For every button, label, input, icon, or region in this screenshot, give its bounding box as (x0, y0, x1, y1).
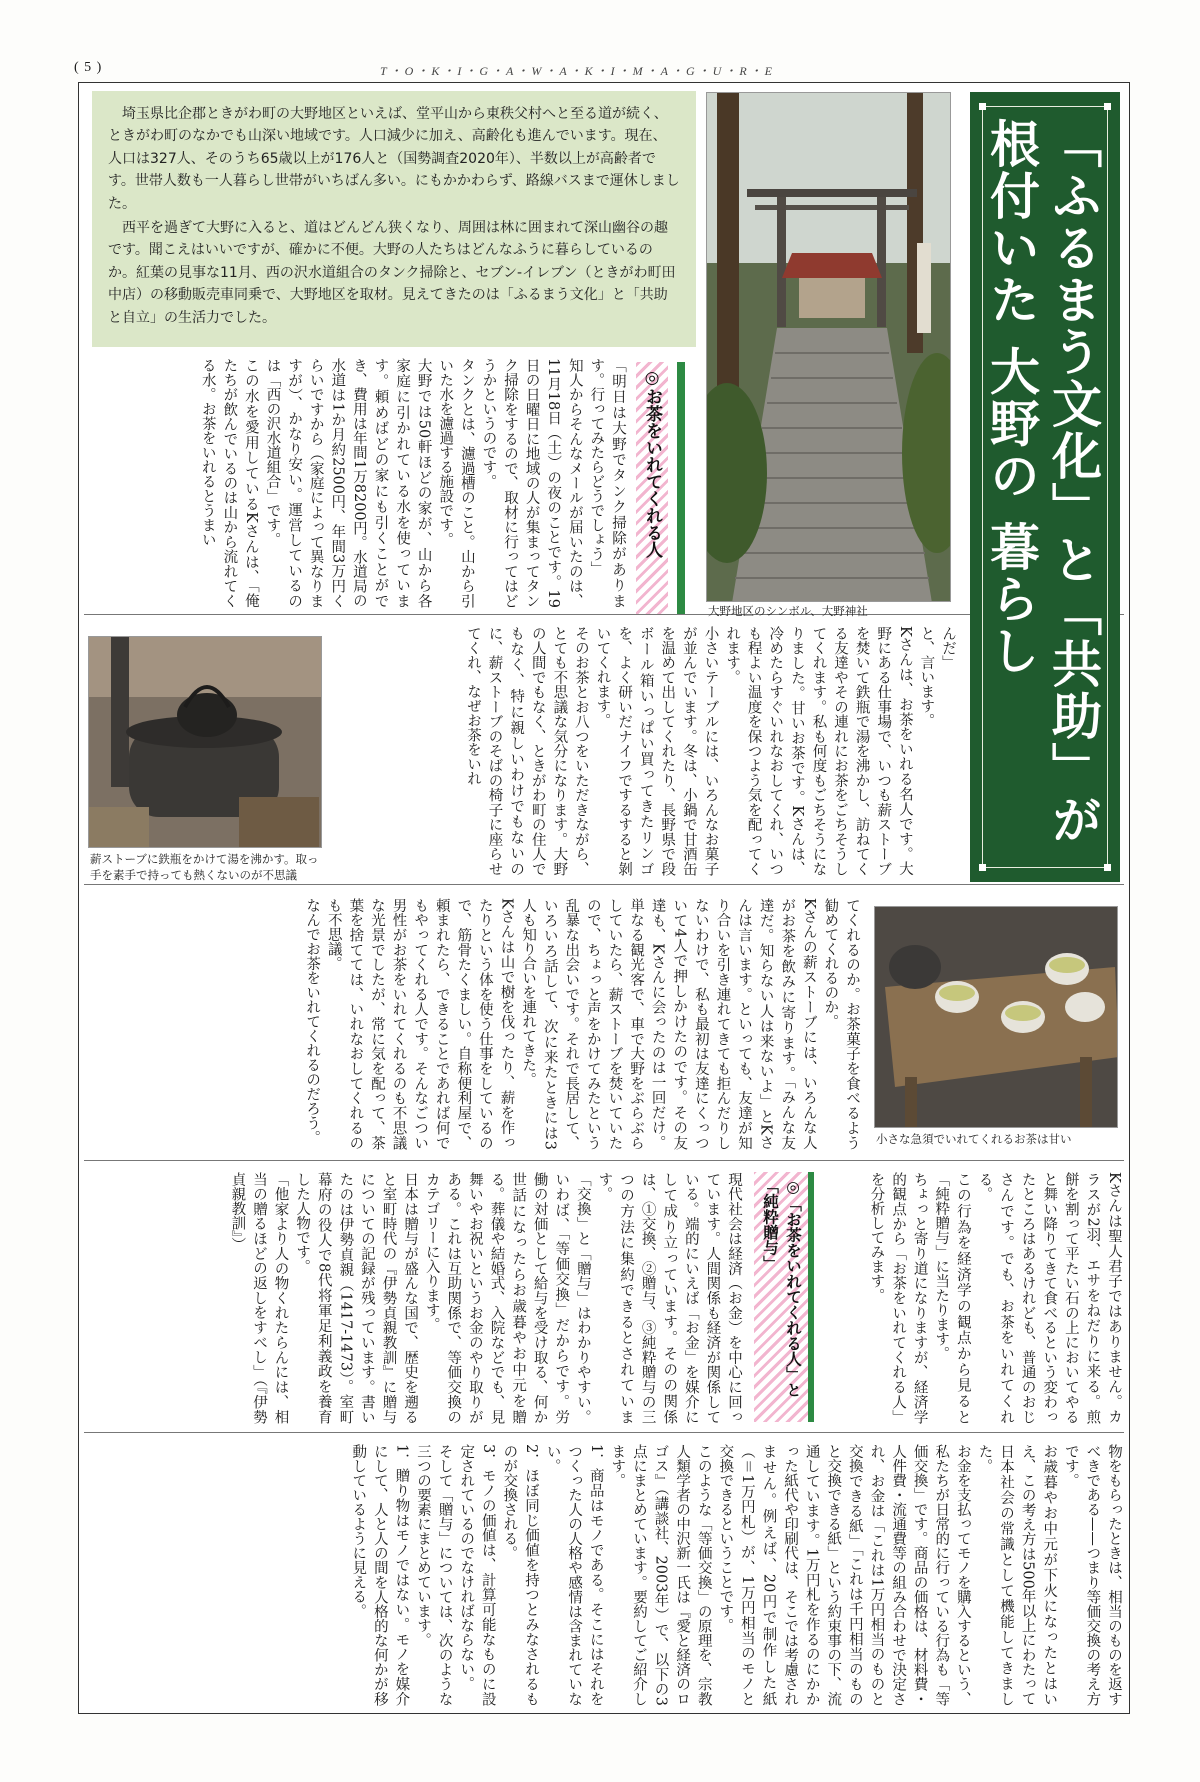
shrine-photo (706, 92, 951, 602)
row-divider-1 (84, 614, 1124, 615)
row-divider-2 (84, 884, 1124, 885)
heading-2: ◎「お茶をいれてくれる人」と「純粋贈与」 (754, 1172, 808, 1422)
title-corner-tr (1104, 103, 1111, 110)
title-box (970, 92, 1120, 882)
heading-1: ◎お茶をいれてくれる人 (636, 362, 668, 614)
title-corner-bl (979, 864, 986, 871)
intro-box (92, 91, 696, 347)
masthead: T・O・K・I・G・A・W・A・K・I・M・A・G・U・R・E (380, 64, 775, 78)
tea-illustration (875, 907, 1118, 1128)
stove-caption: 薪ストーブに鉄瓶をかけて湯を沸かす。取っ手を素手で持っても熱くないのが不思議 (90, 852, 319, 882)
title-corner-tl (979, 103, 986, 110)
stove-photo (88, 636, 322, 848)
column-6: 物をもらったときは、相当のものを返すべきである——つまり等価交換の考え方です。 お歳暮やお中元が下火になったとはいえ、この考え方は500年以上にわたって日本社会の常識として機能してきました。 お金を支払ってモノを購入するという、私たちが日常的に行っている行為も「等価交換」です。商品の価格は、材料費・人件費・流通費等の組み合わせで決定され、お金は「これは1万円相当のものと交換できる紙」「これは千円相当のものと交換できる紙」という約束事の下、流通しています。1万円札を作るのにかかった紙代や印刷代は、そこでは考慮されません。例えば、20円で制作した紙（＝1万円札）が、1万円相当のモノと交換できるということです。 このような「等価交換」の原理を、宗教人類学者の中沢新一氏は『愛と経済のロゴス』（講談社、2003年）で、以下の3点にまとめています。要約してご紹介します。 1．商品はモノである。そこにはそれをつくった人の人格や感情は含まれていない。 2．ほぼ同じ価値を持つとみなされるものが交換される。 3．モノの価値は、計算可能なものに設定されているのでなければならない。 そして「贈与」については、次のような三つの要素にまとめています。 1．贈り物はモノではない。モノを媒介にして、人と人の間を人格的な何かが移動しているように見える。 (350, 1444, 1122, 1706)
stove-illustration (89, 637, 322, 848)
column-5: 現代社会は経済（お金）を中心に回っています。人間関係も経済が関係している。端的にいえば「お金」を媒介にして成り立っています。そのの関係は、①交換、②贈与、③純粋贈与の三つの方法に集約できるとされています。 「交換」と「贈与」はわかりやすい。いわば、「等価交換」だからです。労働の対価として給与を受け取る、何か世話になったらお歳暮やお中元を贈る。葬儀や結婚式、入院などでも、見舞いやお祝いというお金のやり取りがある。これは互助関係で、等価交換のカテゴリーに入ります。 日本は贈与が盛んな国で、歴史を遡ると室町時代の『伊勢貞親教訓』に贈与についての記録が残っています。書いたのは伊勢貞親（1417‐1473）。室町幕府の役人で8代将軍足利義政を養育した人物です。 「他家より人の物くれたらんには、相当の贈るほどの返しをすべし」（『伊勢貞親教訓』） (229, 1172, 742, 1424)
article-title: 「ふるまう文化」と「共助」が根付いた 大野の 暮らし (982, 118, 1103, 846)
column-3: てくれるのか。お茶菓子を食べるよう勧めてくれるのか。 Kさんの薪ストーブには、いろんな人がお茶を飲みに寄ります。「みんな友達だ。知らない人は来ないよ」とKさんは言います。といっても、友達が知り合いを引き連れてきても拒んだりしないわけで、私も最初は友達にくっついて4人で押しかけたのです。その友達も、Kさんに会ったのは一回だけ。単なる観光客で、車で大野をぶらぶらしていたら、薪ストーブを焚いていたので、ちょっと声をかけてみたという乱暴な出会いです。それで長居して、いろいろ話して、次に来たときには3人も知り合いを連れてきた。 Kさんは山で樹を伐ったり、薪を作ったりという体を使う仕事をしているので、筋骨たくましい。自称便利屋で、頼まれたら、できることであれば何でもやってくれる人です。そんなごつい男性がお茶をいれてくれるのも不思議な光景でしたが、常に気を配って、茶葉を捨てては、いれなおしてくれるのも不思議。 なんでお茶をいれてくれるのだろう。 (304, 898, 860, 1150)
shrine-illustration (707, 93, 951, 602)
title-corner-br (1104, 864, 1111, 871)
shrine-caption: 大野地区のシンボル、大野神社 (708, 604, 868, 618)
tea-caption: 小さな急須でいれてくれるお茶は甘い (876, 1132, 1072, 1146)
column-1: 「明日は大野でタンク掃除があります。行ってみたらどうでしょう」 知人からそんなメールが届いたのは、11月18日（土）の夜のことです。19日の日曜日に地域の人が集まってタンク掃除をするので、取材に行ってはどうかというのです。 タンクとは、濾過槽のこと。山から引いた水を濾過する施設です。 大野では50軒ほどの家が、山から各家庭に引かれている水を使っています。頼めばどの家にも引くことができ、費用は年間1万8200円。水道局の水道は1か月約2500円、年間3万円くらいですから（家庭によって異なりますが）、かなり安い。運営しているのは「西の沢水道組合」です。 この水を愛用しているKさんは、「俺たちが飲んでいるのは山から流れてくる水。お茶をいれるとうまい (199, 358, 626, 608)
heading-1-bar (677, 362, 685, 614)
page-number: ( 5 ) (74, 60, 103, 75)
intro-paragraph-1: 埼玉県比企郡ときがわ町の大野地区といえば、堂平山から東秩父村へと至る道が続く、ときがわ町のなかでも山深い地域です。人口減少に加え、高齢化も進んでいます。現在、人口は327人、そのうち65歳以上が176人と（国勢調査2020年）、半数以上が高齢者です。世帯人数も一人暮らし世帯がいちばん多い。にもかかわらず、路線バスまで運休しました。 (108, 106, 680, 212)
column-4: Kさんは聖人君子ではありません。カラスが2羽、エサをねだりに来る。煎餅を割って平たい石の上においてやると舞い降りてきて食べるという変わったところはあるけれども、普通のおじさんです。でも、お茶をいれてくれる。 この行為を経済学の観点から見ると「純粋贈与」に当たります。 ちょっと寄り道になりますが、経済学的観点から「お茶をいれてくれる人」を分析してみます。 (868, 1172, 1122, 1424)
row-divider-4 (84, 1432, 1124, 1433)
tea-photo (874, 906, 1118, 1128)
intro-paragraph-2: 西平を過ぎて大野に入ると、道はどんどん狭くなり、周囲は林に囲まれて深山幽谷の趣です。聞こえはいいですが、確かに不便。大野の人たちはどんなふうに暮らしているのか。紅葉の見事な11月、西の沢水道組合のタンク掃除と、セブン‐イレブン（ときがわ町田中店）の移動販売車同乗で、大野地区を取材。見えてきたのは「ふるまう文化」と「共助と自立」の生活力でした。 (108, 219, 676, 326)
row-divider-3 (84, 1160, 1124, 1161)
column-2: んだ」 と、言います。 Kさんは、お茶をいれる名人です。大野にある仕事場で、いつも薪ストーブを焚いて鉄瓶で湯を沸かし、訪ねてくる友達やその連れにお茶をごちそうしてくれます。私も何度もごちそうになりました。甘いお茶です。Kさんは、冷めたらすぐいれなおしてくれ、いつも程よい温度を保つよう気を配ってくれます。 小さいテーブルには、いろんなお菓子が並んでいます。冬は、小鍋で甘酒缶を温めて出してくれたり、長野県で段ボール箱いっぱい買ってきたリンゴを、よく研いだナイフでするすると剝いてくれます。 そのお茶とお八つをいただきながら、とても不思議な気分になります。大野の人間でもなく、ときがわ町の住人でもなく、特に親しいわけでもないのに、薪ストーブのそばの椅子に座らせてくれ、なぜお茶をいれ (464, 626, 956, 876)
